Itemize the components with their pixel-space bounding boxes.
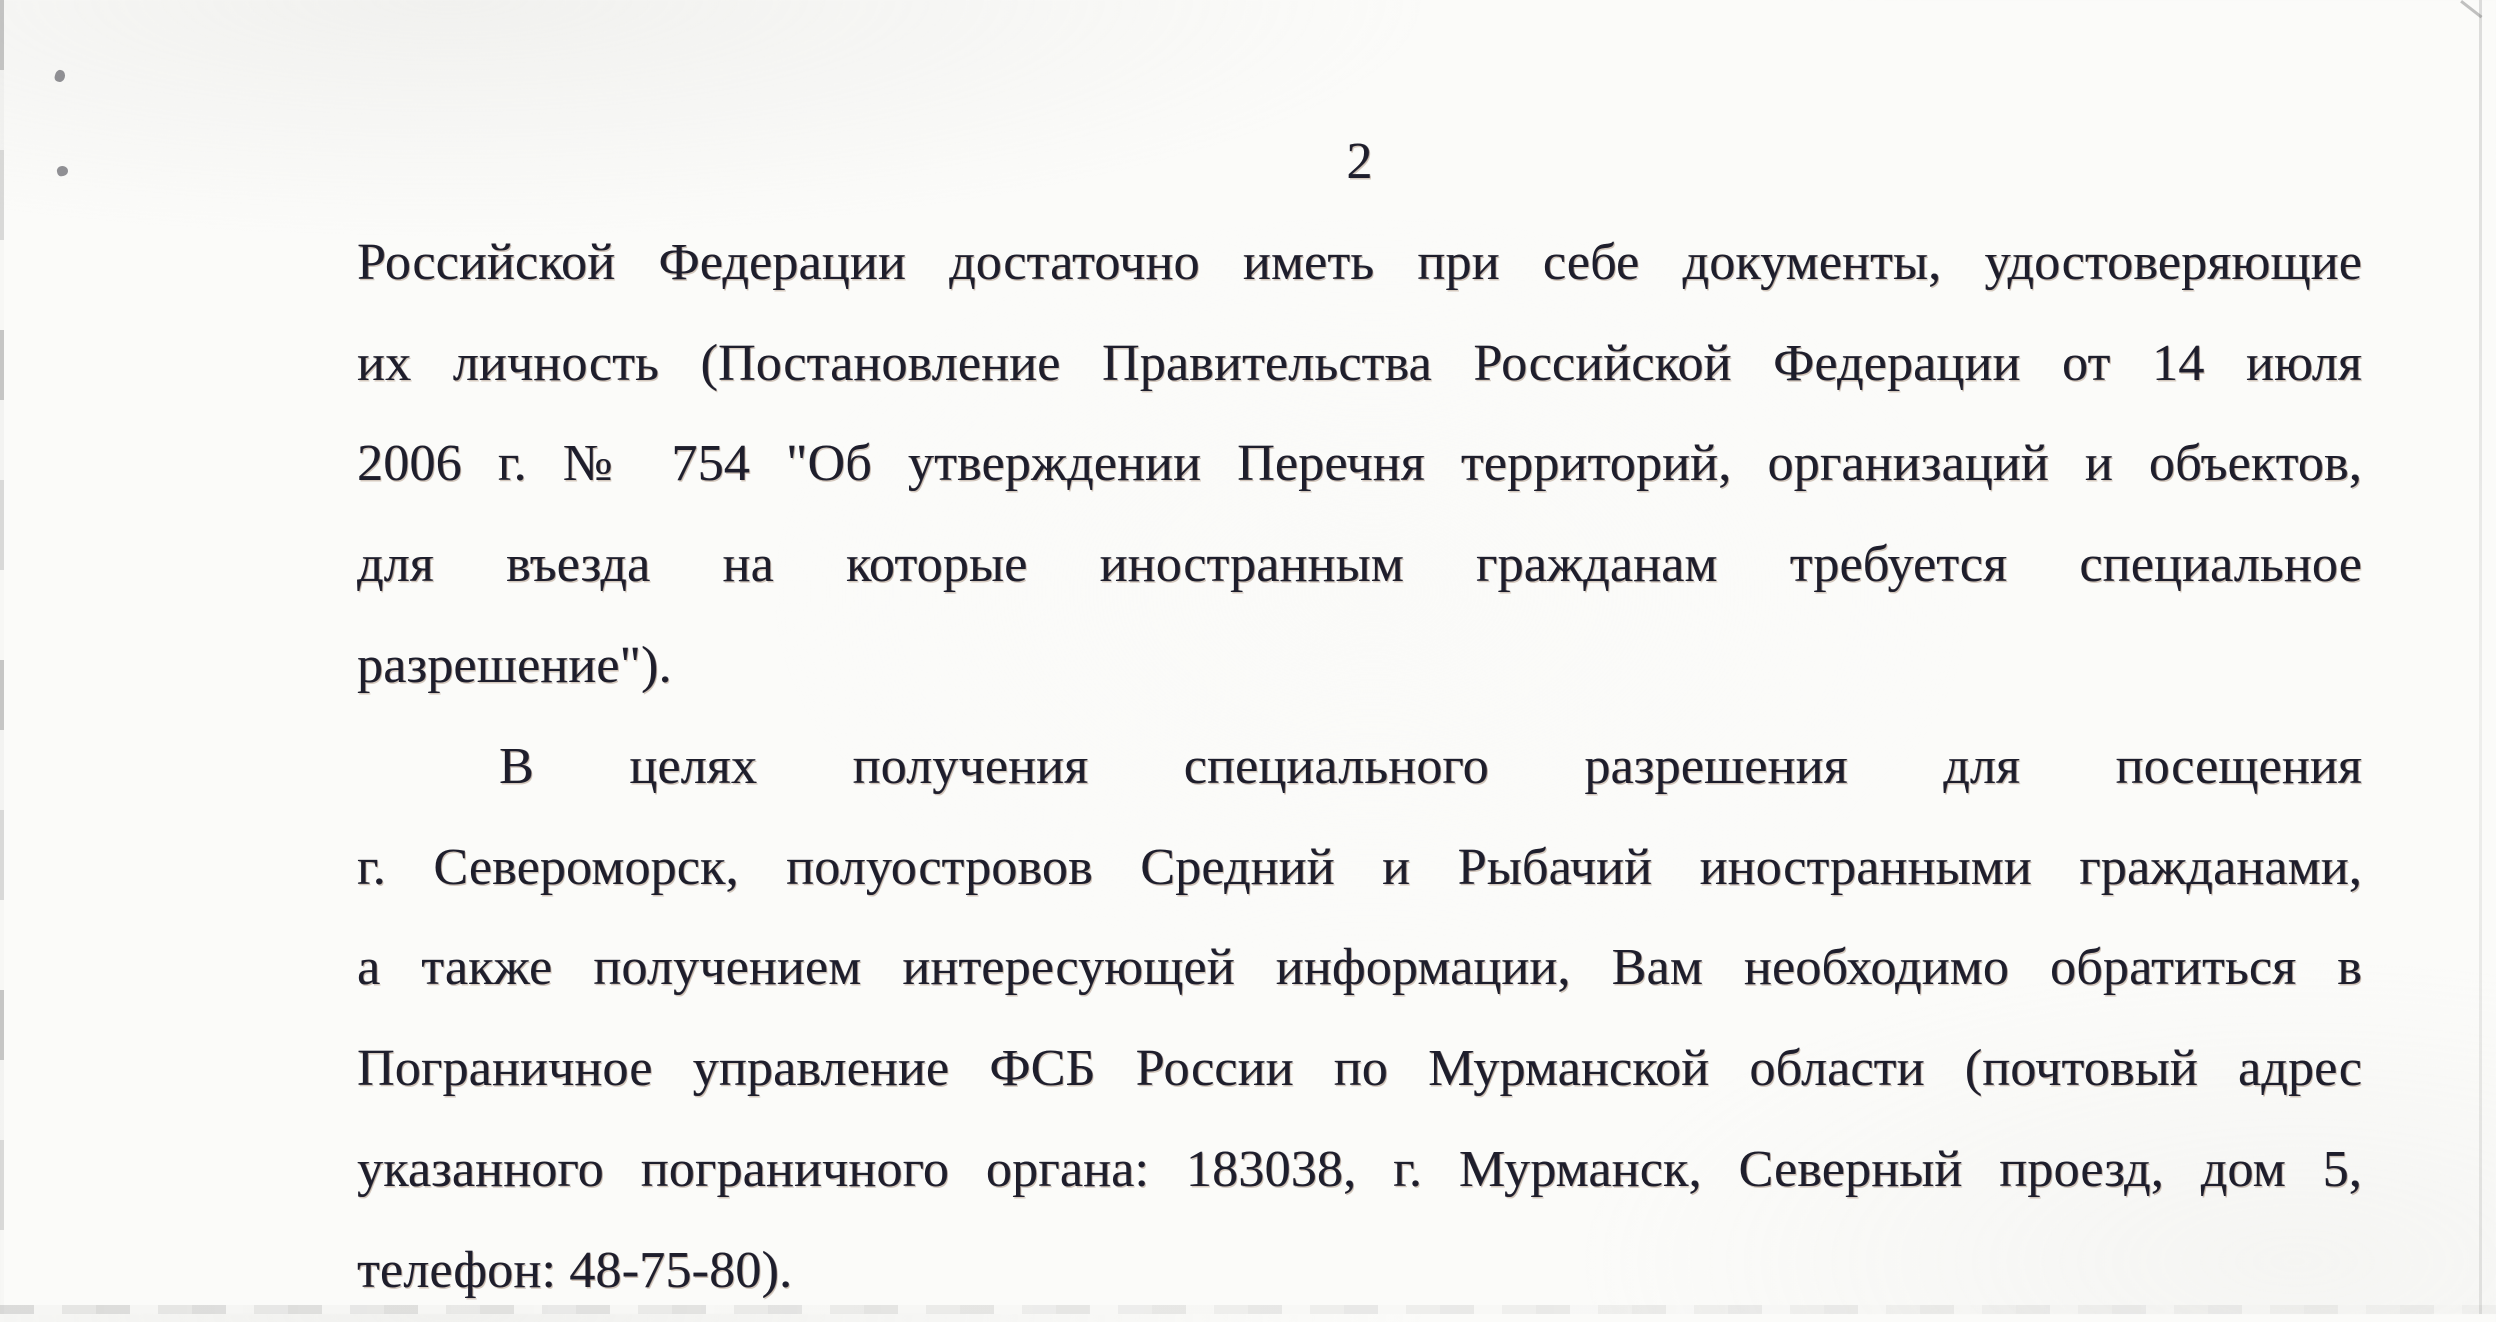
- scan-edge-right-line: [2479, 0, 2482, 1314]
- scan-edge-left-line: [0, 0, 4, 1314]
- text-line: а также получением интересующей информации, Вам необходимо обратиться в: [357, 939, 2362, 997]
- text-line: Пограничное управление ФСБ России по Мурманской области (почтовый адрес: [357, 1040, 2362, 1098]
- text-line: В целях получения специального разрешения для посещения: [499, 737, 2362, 795]
- text-line: г. Североморск, полуостровов Средний и Рыбачий иностранными гражданами,: [357, 838, 2362, 896]
- text-line: 2006 г. № 754 "Об утверждении Перечня территорий, организаций и объектов,: [357, 435, 2362, 493]
- scan-speck: [53, 69, 66, 84]
- text-line: их личность (Постановление Правительства Российской Федерации от 14 июля: [357, 334, 2362, 392]
- text-line: телефон: 48-75-80).: [357, 1241, 793, 1299]
- text-line: для въезда на которые иностранным гражданам требуется специальное: [357, 536, 2362, 594]
- text-line: Российской Федерации достаточно иметь при себе документы, удостоверяющие: [357, 233, 2362, 291]
- text-line: разрешение").: [357, 636, 672, 694]
- text-line: указанного пограничного органа: 183038, г. Мурманск, Северный проезд, дом 5,: [357, 1140, 2362, 1198]
- document-page-text: [357, 112, 2362, 1322]
- scan-speck: [56, 165, 69, 177]
- page-number: 2: [1346, 133, 1373, 190]
